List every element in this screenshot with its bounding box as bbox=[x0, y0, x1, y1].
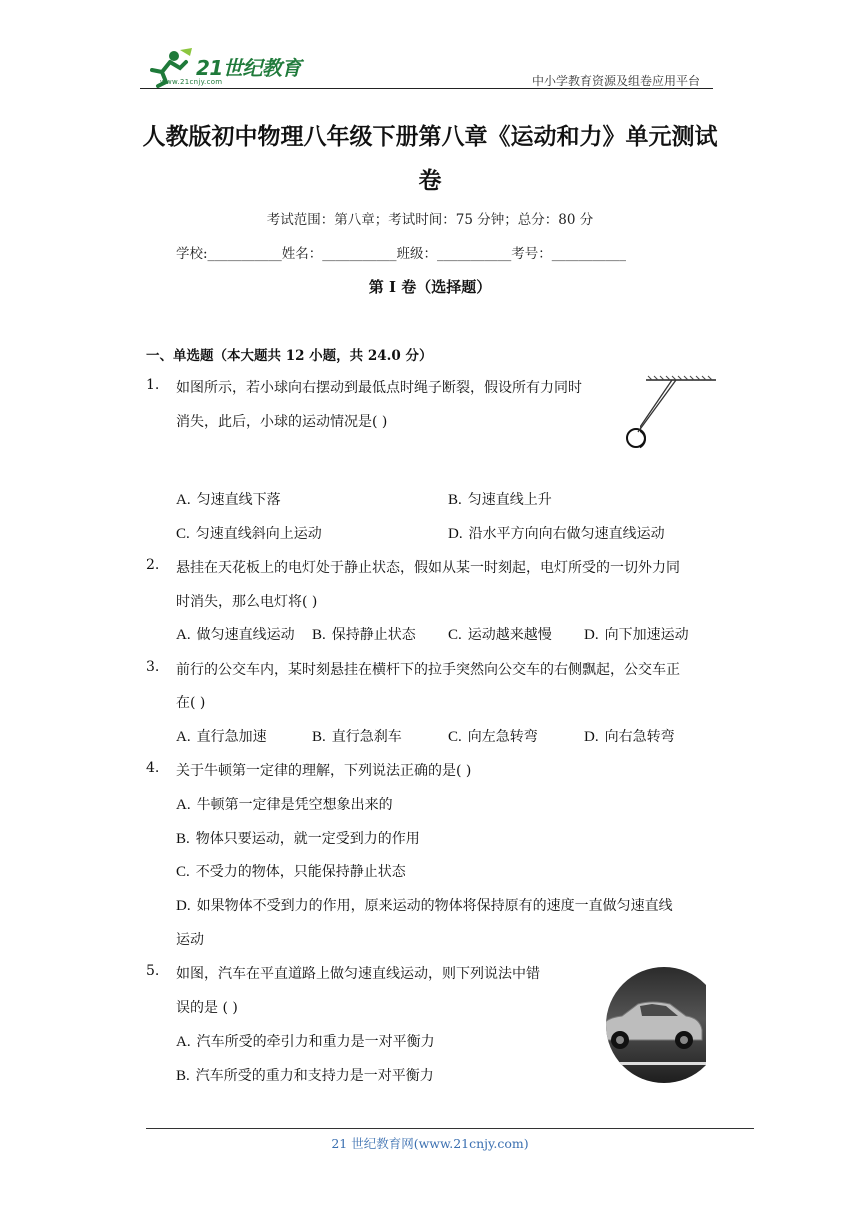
footer-divider bbox=[146, 1128, 754, 1129]
question-number: 4. bbox=[146, 760, 160, 776]
doc-title-line2: 卷 bbox=[418, 167, 442, 194]
question-text: 如图，汽车在平直道路上做匀速直线运动，则下列说法中错 bbox=[176, 966, 540, 982]
question-number: 5. bbox=[146, 963, 160, 979]
question-text: 消失，此后，小球的运动情况是( ) bbox=[176, 414, 388, 430]
option-a[interactable]: A. 匀速直线下落 bbox=[176, 492, 281, 508]
doc-title-line1: 人教版初中物理八年级下册第八章《运动和力》单元测试 bbox=[142, 123, 718, 150]
option-d[interactable]: D. 向下加速运动 bbox=[584, 627, 689, 643]
option-d[interactable]: D. 如果物体不受到力的作用，原来运动的物体将保持原有的速度一直做匀速直线 bbox=[176, 898, 673, 914]
option-c[interactable]: C. 向左急转弯 bbox=[448, 729, 538, 745]
option-b[interactable]: B. 直行急刹车 bbox=[312, 729, 402, 745]
student-info-fields: 学校:___________姓名：___________班级：___________考号：___________ bbox=[176, 246, 627, 262]
option-a[interactable]: A. 汽车所受的牵引力和重力是一对平衡力 bbox=[176, 1034, 435, 1050]
option-b[interactable]: B. 匀速直线上升 bbox=[448, 492, 552, 508]
pendulum-string bbox=[636, 378, 680, 434]
option-c[interactable]: C. 运动越来越慢 bbox=[448, 627, 552, 643]
logo-name: 21世纪教育 bbox=[196, 56, 301, 80]
question-text: 在( ) bbox=[176, 695, 206, 711]
question-text: 悬挂在天花板上的电灯处于静止状态，假如从某一时刻起，电灯所受的一切外力同 bbox=[176, 560, 680, 576]
option-b[interactable]: B. 保持静止状态 bbox=[312, 627, 416, 643]
question-text: 时消失，那么电灯将( ) bbox=[176, 594, 318, 610]
logo-url: www.21cnjy.com bbox=[160, 78, 223, 86]
question-text: 关于牛顿第一定律的理解，下列说法正确的是( ) bbox=[176, 763, 472, 779]
volume-heading: 第 I 卷（选择题） bbox=[368, 278, 492, 296]
header-divider bbox=[140, 88, 713, 89]
option-b[interactable]: B. 汽车所受的重力和支持力是一对平衡力 bbox=[176, 1068, 434, 1084]
question-number: 1. bbox=[146, 377, 160, 393]
car-photo bbox=[592, 966, 706, 1084]
option-a[interactable]: A. 直行急加速 bbox=[176, 729, 267, 745]
question-number: 3. bbox=[146, 659, 160, 675]
option-d[interactable]: D. 向右急转弯 bbox=[584, 729, 675, 745]
header-platform: 中小学教育资源及组卷应用平台 bbox=[532, 74, 701, 88]
option-d[interactable]: D. 沿水平方向向右做匀速直线运动 bbox=[448, 526, 665, 542]
option-a[interactable]: A. 牛顿第一定律是凭空想象出来的 bbox=[176, 797, 393, 813]
exam-meta: 考试范围：第八章；考试时间：75 分钟；总分：80 分 bbox=[266, 212, 594, 228]
option-a[interactable]: A. 做匀速直线运动 bbox=[176, 627, 295, 643]
question-number: 2. bbox=[146, 557, 160, 573]
section-heading: 一、单选题（本大题共 12 小题，共 24.0 分） bbox=[146, 348, 433, 364]
option-d-continued: 运动 bbox=[176, 932, 204, 948]
question-text: 如图所示，若小球向右摆动到最低点时绳子断裂，假设所有力同时 bbox=[176, 380, 582, 396]
option-c[interactable]: C. 匀速直线斜向上运动 bbox=[176, 526, 322, 542]
question-text: 前行的公交车内，某时刻悬挂在横杆下的拉手突然向公交车的右侧飘起，公交车正 bbox=[176, 662, 680, 678]
question-text: 误的是 ( ) bbox=[176, 1000, 238, 1016]
footer-link[interactable]: 21 世纪教育网(www.21cnjy.com) bbox=[331, 1136, 529, 1151]
option-b[interactable]: B. 物体只要运动，就一定受到力的作用 bbox=[176, 831, 420, 847]
option-c[interactable]: C. 不受力的物体，只能保持静止状态 bbox=[176, 864, 406, 880]
